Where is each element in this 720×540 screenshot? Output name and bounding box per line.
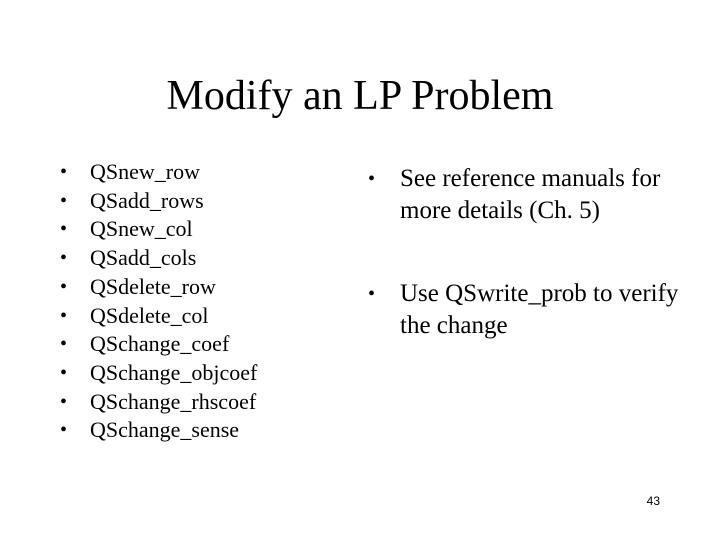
bullet-icon: • bbox=[60, 218, 68, 241]
note-item-text: See reference manuals for more details (Ch. 5) bbox=[400, 165, 661, 224]
bullet-icon: • bbox=[60, 189, 68, 212]
list-item bbox=[60, 158, 257, 187]
bullet-icon: • bbox=[60, 161, 68, 183]
bullet-icon: • bbox=[60, 361, 68, 384]
list-item-text: QSnew_row bbox=[90, 159, 200, 184]
list-item bbox=[60, 273, 257, 302]
list-item bbox=[60, 388, 257, 417]
list-item-text: QSchange_rhscoef bbox=[90, 388, 257, 414]
list-item bbox=[60, 416, 257, 445]
bullet-icon: • bbox=[60, 304, 68, 327]
list-item-text: QSchange_objcoef bbox=[90, 359, 258, 385]
list-item-text: QSdelete_col bbox=[90, 302, 209, 328]
notes-list bbox=[368, 163, 688, 342]
note-item bbox=[368, 163, 688, 227]
bullet-icon: • bbox=[368, 168, 376, 190]
list-item-text: QSchange_sense bbox=[90, 417, 240, 443]
list-item bbox=[60, 244, 257, 273]
list-item bbox=[60, 215, 257, 244]
list-item bbox=[60, 330, 257, 359]
list-item-text: QSdelete_row bbox=[90, 273, 216, 299]
list-item-text: QSnew_col bbox=[90, 216, 193, 242]
slide-title: Modify an LP Problem bbox=[166, 73, 554, 119]
list-item-text: QSadd_rows bbox=[90, 187, 204, 213]
bullet-icon: • bbox=[60, 247, 68, 270]
bullet-icon: • bbox=[60, 419, 68, 442]
bullet-icon: • bbox=[60, 390, 68, 413]
list-item-text: QSchange_coef bbox=[90, 331, 230, 357]
page-number: 43 bbox=[646, 494, 660, 508]
note-item bbox=[368, 278, 688, 342]
list-item-text: QSadd_cols bbox=[90, 245, 197, 271]
list-item bbox=[60, 359, 257, 388]
bullet-icon: • bbox=[368, 283, 376, 305]
bullet-icon: • bbox=[60, 275, 68, 298]
bullet-icon: • bbox=[60, 333, 68, 356]
function-list bbox=[60, 158, 257, 445]
list-item bbox=[60, 302, 257, 331]
list-item bbox=[60, 187, 257, 216]
note-item-text: Use QSwrite_prob to verify the change bbox=[400, 280, 679, 339]
